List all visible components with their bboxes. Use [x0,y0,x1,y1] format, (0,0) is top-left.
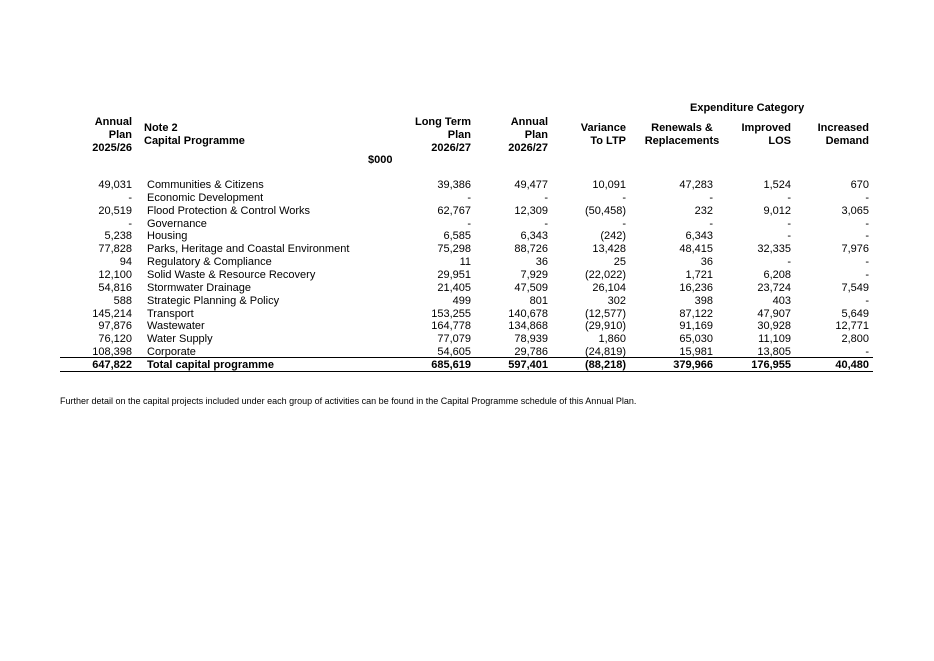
row-cell-prev: - [128,191,132,204]
row-cell-ltp: 153,255 [431,307,471,320]
col-header-increased-demand [800,122,869,148]
row-cell-ltp: 39,386 [437,179,471,191]
header-line: 2026/27 [508,142,548,154]
row-cell-inc: - [865,230,869,243]
row-cell-imp: 6,208 [763,268,791,281]
row-cell-ltp: - [467,191,471,204]
row-cell-var: 1,860 [598,333,626,346]
row-cell-imp: 32,335 [757,243,791,256]
header-line: 2025/26 [92,142,132,154]
header-line: Long Term [414,116,471,128]
row-cell-ap: 49,477 [514,179,548,191]
header-line: Demand [825,135,869,147]
row-cell-prev: 588 [113,294,132,307]
row-cell-inc: - [865,256,869,269]
row-cell-name: Strategic Planning & Policy [147,294,280,307]
row-cell-prev: 108,398 [92,346,132,359]
total-top-rule [60,357,873,358]
row-cell-prev: 5,238 [104,230,132,243]
row-cell-ren: 15,981 [679,346,713,359]
row-cell-prev: 20,519 [98,204,132,217]
row-cell-ap: 140,678 [508,307,548,320]
row-cell-name: Communities & Citizens [147,179,264,191]
header-line: Annual [94,116,132,128]
header-line: Replacements [644,135,720,147]
row-cell-ren: 16,236 [679,281,713,294]
row-cell-imp: 47,907 [757,307,791,320]
row-cell-imp: - [787,256,791,269]
row-cell-ltp: 29,951 [437,268,471,281]
row-cell-var: (29,910) [585,320,626,333]
row-cell-prev: 97,876 [98,320,132,333]
row-cell-name: Water Supply [147,333,213,346]
row-cell-var: (24,819) [585,346,626,359]
row-cell-ap: 12,309 [514,204,548,217]
row-cell-ltp: 164,778 [431,320,471,333]
row-cell-ren: 398 [694,294,713,307]
row-cell-name: Parks, Heritage and Coastal Environment [147,243,350,256]
row-cell-name: Economic Development [147,191,264,204]
row-cell-ren: - [709,217,713,230]
row-cell-imp: - [787,217,791,230]
row-cell-imp: - [787,191,791,204]
total-cell-ren: 379,966 [673,358,713,371]
row-cell-inc: 5,649 [841,307,869,320]
row-cell-ltp: 11 [459,256,471,269]
row-cell-name: Flood Protection & Control Works [147,204,311,217]
header-line: Plan [108,129,132,141]
row-cell-ren: 91,169 [679,320,713,333]
row-cell-inc: 7,549 [841,281,869,294]
total-bottom-rule [60,371,873,372]
row-cell-ltp: 21,405 [437,281,471,294]
total-cell-ltp: 685,619 [431,358,471,371]
row-cell-name: Wastewater [147,320,205,333]
row-cell-var: 26,104 [592,281,626,294]
row-cell-inc: 3,065 [841,204,869,217]
total-cell-ap: 597,401 [508,358,548,371]
header-line: To LTP [590,135,626,147]
row-cell-imp: 30,928 [757,320,791,333]
row-cell-name: Transport [147,307,194,320]
col-header-renewals [630,122,734,148]
row-cell-var: (242) [600,230,626,243]
row-cell-var: - [622,217,626,230]
row-cell-inc: - [865,268,869,281]
row-cell-name: Governance [147,217,207,230]
row-cell-ren: 87,122 [679,307,713,320]
header-line: Plan [524,129,548,141]
row-cell-name: Regulatory & Compliance [147,256,272,269]
row-cell-prev: 94 [119,256,132,269]
row-cell-prev: 12,100 [98,268,132,281]
row-cell-ap: 88,726 [514,243,548,256]
row-cell-ltp: 62,767 [437,204,471,217]
header-line: Renewals & [651,122,713,134]
row-cell-inc: 2,800 [841,333,869,346]
row-cell-ap: 801 [529,294,548,307]
note-label: Note 2 [144,122,178,134]
row-cell-imp: 1,524 [763,179,791,191]
row-cell-inc: - [865,191,869,204]
row-cell-var: (22,022) [585,268,626,281]
row-cell-inc: - [865,346,869,359]
row-cell-ren: 1,721 [685,268,713,281]
row-cell-var: 302 [607,294,626,307]
row-cell-prev: 54,816 [98,281,132,294]
row-cell-prev: 145,214 [92,307,132,320]
row-cell-ap: 6,343 [520,230,548,243]
row-cell-inc: 7,976 [841,243,869,256]
row-cell-prev: 49,031 [98,179,132,191]
col-header-improved-los [720,122,791,148]
row-cell-imp: 403 [772,294,791,307]
header-line: Improved [741,122,791,134]
row-cell-inc: - [865,217,869,230]
header-line: Annual [510,116,548,128]
row-cell-inc: 670 [850,179,869,191]
row-cell-inc: - [865,294,869,307]
row-cell-ltp: 499 [452,294,471,307]
row-cell-var: 13,428 [592,243,626,256]
row-cell-name: Corporate [147,346,196,359]
col-header-annual-plan-2025-26 [70,116,132,155]
row-cell-ltp: 6,585 [443,230,471,243]
row-cell-inc: 12,771 [835,320,869,333]
row-cell-ren: 36 [700,256,713,269]
row-cell-ren: 47,283 [679,179,713,191]
col-header-variance [560,122,626,148]
row-cell-ren: - [709,191,713,204]
row-cell-var: 10,091 [592,179,626,191]
row-cell-ap: 36 [535,256,548,269]
row-cell-ap: 29,786 [514,346,548,359]
row-cell-var: (12,577) [585,307,626,320]
total-cell-inc: 40,480 [835,358,869,371]
row-cell-name: Solid Waste & Resource Recovery [147,268,316,281]
row-cell-var: 25 [613,256,626,269]
row-cell-ltp: 75,298 [437,243,471,256]
row-cell-ren: 48,415 [679,243,713,256]
row-cell-prev: - [128,217,132,230]
row-cell-ltp: - [467,217,471,230]
row-cell-var: - [622,191,626,204]
col-header-annual-plan-2026-27 [490,116,548,155]
total-cell-imp: 176,955 [751,358,791,371]
capital-programme-label: Capital Programme [144,135,245,147]
expenditure-category-heading: Expenditure Category [690,102,805,114]
row-cell-imp: - [787,230,791,243]
col-header-long-term-plan [400,116,471,155]
row-cell-imp: 13,805 [757,346,791,359]
row-cell-ap: 47,509 [514,281,548,294]
header-line: LOS [768,135,791,147]
header-line: 2026/27 [431,142,471,154]
header-line: Variance [580,122,626,134]
row-cell-ap: - [544,217,548,230]
row-cell-ap: 7,929 [520,268,548,281]
row-cell-name: Housing [147,230,188,243]
row-cell-prev: 77,828 [98,243,132,256]
row-cell-ap: - [544,191,548,204]
row-cell-ltp: 54,605 [437,346,471,359]
header-line: Plan [447,129,471,141]
total-cell-prev: 647,822 [92,358,132,371]
row-cell-ap: 134,868 [508,320,548,333]
header-line: Increased [817,122,869,134]
row-cell-prev: 76,120 [98,333,132,346]
row-cell-name: Stormwater Drainage [147,281,251,294]
row-cell-ren: 65,030 [679,333,713,346]
footnote: Further detail on the capital projects included under each group of activities can be found in the Capital Programme schedule of this Annual Plan. [60,396,637,406]
row-cell-imp: 11,109 [758,333,791,346]
row-cell-imp: 9,012 [763,204,791,217]
row-cell-ren: 232 [694,204,713,217]
total-cell-var: (88,218) [585,358,626,371]
row-cell-ap: 78,939 [514,333,548,346]
row-cell-var: (50,458) [585,204,626,217]
row-cell-imp: 23,724 [757,281,791,294]
row-cell-ren: 6,343 [685,230,713,243]
units-label: $000 [368,154,393,166]
row-cell-ltp: 77,079 [437,333,471,346]
total-cell-name: Total capital programme [147,358,274,371]
